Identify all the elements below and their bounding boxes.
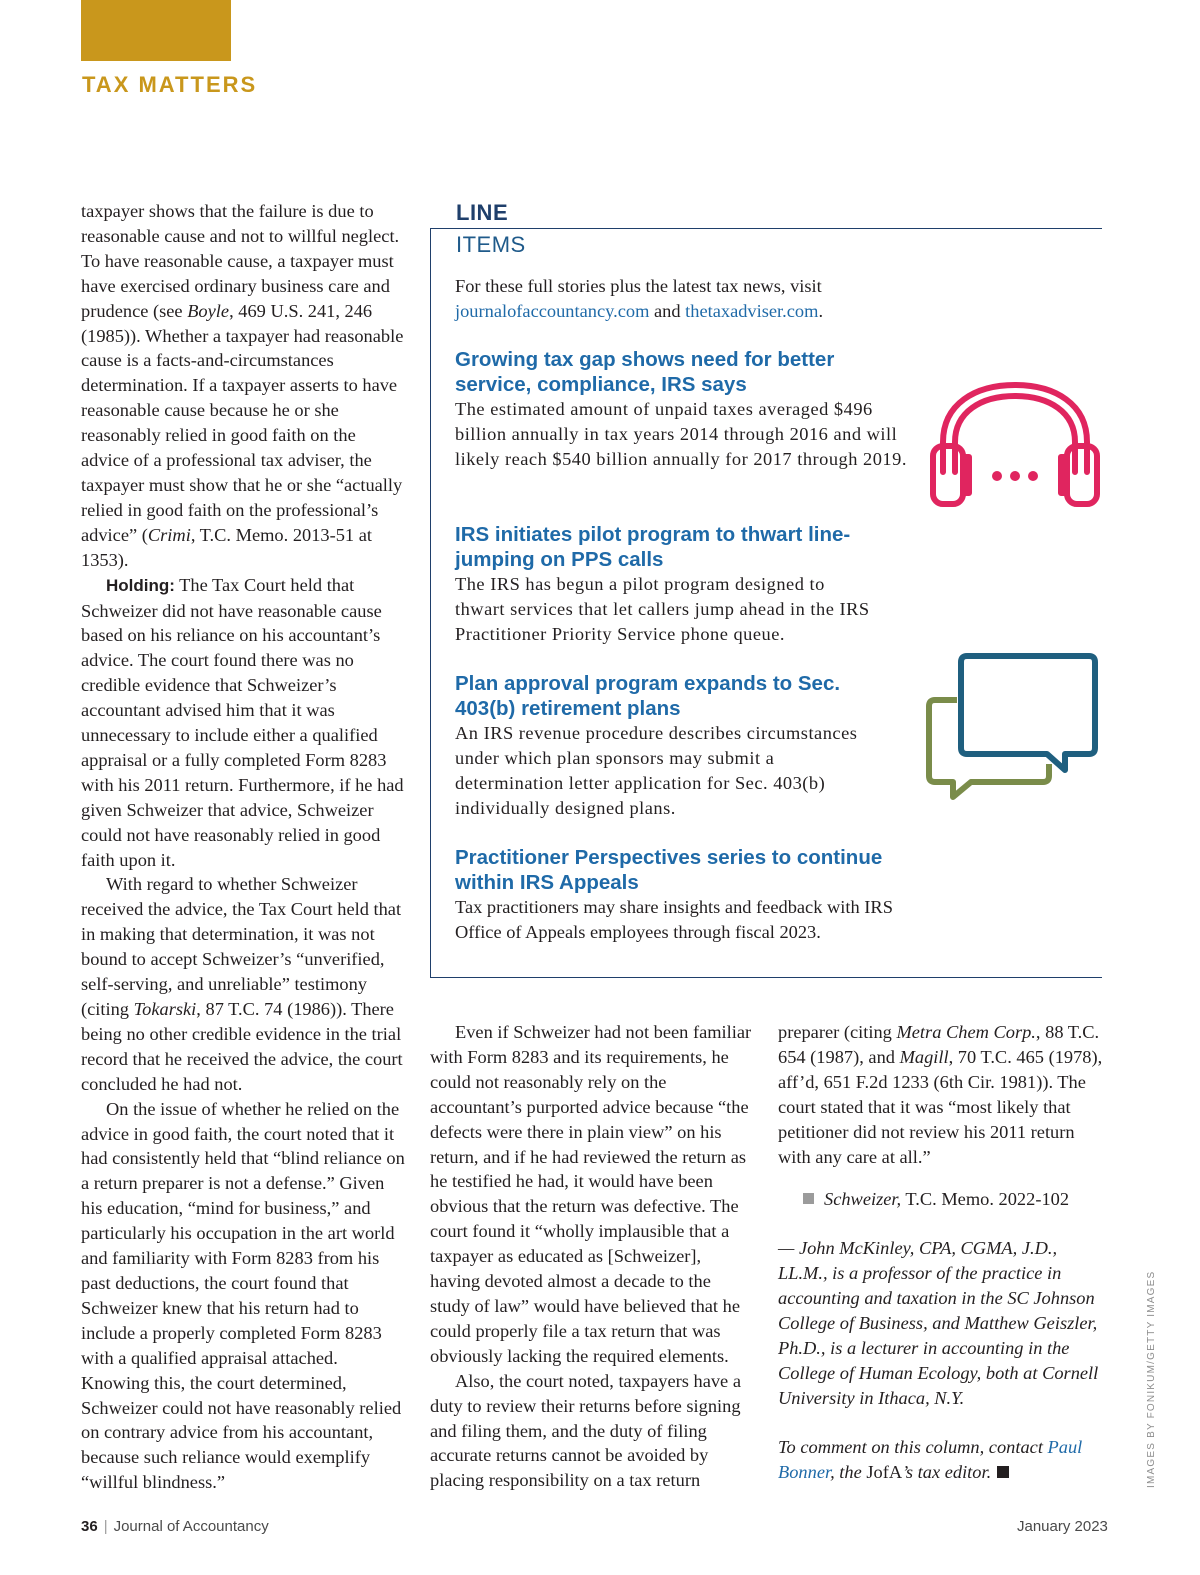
holding-paragraph: Holding: The Tax Court held that Schweizer did not have reasonable cause based on his reliance on his accountant’s advice. The court found there was no credible evidence that Schweizer’s accountant advised him that it was unnecessary to include either a qualified appraisal or a fully completed Form 8283 with his 2011 return. Furthermore, if he had given Schweizer that advice, Schweizer could not have reasonably relied in good faith upon it. (81, 574, 404, 870)
paragraph: taxpayer shows that the failure is due to reasonable cause and not to willful neglect. To have reasonable cause, a taxpayer must have exercised ordinary business care and prudence (see Boyle, 469 U.S. 241, 246 (1985)). Whether a taxpayer had reasonable cause is a facts-and-circumstances determination. If a taxpayer asserts to have reasonable cause because he or she reasonably relied in good faith on the advice of a professional tax adviser, the taxpayer must show that he or she “actually relied in good faith on the professional’s advice” (Crimi, T.C. Memo. 2013-51 at 1353). (81, 201, 404, 570)
publication-name: Journal of Accountancy (113, 1518, 269, 1535)
line-items-title: LINE (456, 200, 509, 225)
holding-label: Holding: (106, 575, 175, 595)
case-name: Crimi (147, 524, 191, 545)
story-headline[interactable]: Plan approval program expands to Sec. 403(b) retirement plans (455, 672, 841, 720)
case-citation: Schweizer, T.C. Memo. 2022-102 (778, 1187, 1108, 1212)
case-name: Magill (899, 1046, 949, 1067)
story-headline[interactable]: Growing tax gap shows need for better service, compliance, IRS says (455, 348, 835, 396)
column-3 (778, 1020, 1108, 1485)
case-name: Metra Chem Corp. (896, 1022, 1036, 1042)
square-bullet-icon (803, 1193, 814, 1204)
paragraph: On the issue of whether he relied on the advice in good faith, the court noted that it had consistently held that “blind reliance on a return preparer is not a defense.” Given his education, “mind for business,” and particularly his occupation in the art world and familiarity with Form 8283 from his past deductions, the court found that Schweizer knew that his return had to include a properly completed Form 8283 with a qualified appraisal attached. Knowing this, the court determined, Schweizer could not have reasonably relied on contrary advice from his accountant, because such reliance would exemplify “willful blindness.” (81, 1098, 405, 1493)
taxadviser-link[interactable]: thetaxadviser.com (685, 301, 819, 321)
story-item (455, 522, 875, 647)
story-body: The estimated amount of unpaid taxes averaged $496 billion annually in tax years 2014 through 2016 and will likely reach $540 billion annually for 2017 through 2019. (455, 399, 907, 469)
story-body: The IRS has begun a pilot program designed to thwart services that let callers jump ahead in the IRS Practitioner Priority Service phone queue. (455, 574, 870, 644)
story-headline[interactable]: Practitioner Perspectives series to continue within IRS Appeals (455, 846, 883, 894)
section-color-tab (81, 0, 231, 61)
footer-left (81, 1518, 269, 1535)
column-1 (81, 199, 406, 1495)
chat-bubbles-icon (925, 652, 1105, 802)
publication-name: JofA (866, 1461, 903, 1482)
story-item (455, 671, 875, 821)
section-title: TAX MATTERS (82, 72, 258, 97)
line-items-intro: For these full stories plus the latest tax news, visit journalofaccountancy.com and thetaxadviser.com. (455, 276, 824, 321)
story-body: An IRS revenue procedure describes circumstances under which plan sponsors may submit a determination letter application for Sec. 403(b) individually designed plans. (455, 723, 858, 818)
case-name: Tokarski (133, 999, 197, 1019)
author-bio: — John McKinley, CPA, CGMA, J.D., LL.M., is a professor of the practice in accounting and taxation in the SC Johnson College of Business, and Matthew Geiszler, Ph.D., is a lecturer in accounting in the College of Human Ecology, both at Cornell University in Ithaca, N.Y. (778, 1238, 1099, 1408)
paragraph: With regard to whether Schweizer received the advice, the Tax Court held that in making that determination, it was not bound to accept Schweizer’s “unverified, self-serving, and unreliable” testimony (citing Tokarski, 87 T.C. 74 (1986)). There being no other credible evidence in the trial record that he received the advice, the court concluded he had not. (81, 874, 403, 1094)
end-mark-icon (997, 1466, 1009, 1478)
case-name: Boyle (187, 300, 230, 321)
line-items-subtitle: ITEMS (456, 232, 526, 257)
column-2 (430, 1020, 755, 1493)
issue-date: January 2023 (1017, 1518, 1108, 1535)
paragraph: Even if Schweizer had not been familiar with Form 8283 and its requirements, he could not reasonably rely on the accountant’s purported advice because “the defects were there in plain view” on his return, and if he had reviewed the return as he testified he had, it would have been obvious that the return was defective. The court found it “wholly implausible that a taxpayer as educated as [Schweizer], having devoted almost a decade to the study of law” would have believed that he could properly file a tax return that was obviously lacking the required elements. (430, 1022, 752, 1366)
story-body: Tax practitioners may share insights and feedback with IRS Office of Appeals employees through fiscal 2023. (455, 897, 893, 942)
image-credit: IMAGES BY FONIKUM/GETTY IMAGES (1146, 1270, 1157, 1488)
story-item (455, 845, 900, 945)
footer-separator: | (103, 1518, 108, 1535)
comment-note: To comment on this column, contact Paul Bonner, the JofA’s tax editor. (778, 1436, 1083, 1482)
story-headline[interactable]: IRS initiates pilot program to thwart line-jumping on PPS calls (455, 523, 851, 571)
headset-icon (925, 380, 1105, 515)
story-item (455, 347, 910, 472)
journal-link[interactable]: journalofaccountancy.com (455, 301, 650, 321)
editor-link[interactable]: Paul Bonner (778, 1436, 1083, 1482)
paragraph: Also, the court noted, taxpayers have a duty to review their returns before signing and filing them, and the duty of filing accurate returns cannot be avoided by placing responsibility on a tax return (430, 1370, 741, 1491)
page-number: 36 (81, 1518, 98, 1535)
paragraph: preparer (citing Metra Chem Corp., 88 T.C. 654 (1987), and Magill, 70 T.C. 465 (1978), aff’d, 651 F.2d 1233 (6th Cir. 1981)). The court stated that it was “most likely that petitioner did not review his 2011 return with any care at all.” (778, 1022, 1103, 1167)
